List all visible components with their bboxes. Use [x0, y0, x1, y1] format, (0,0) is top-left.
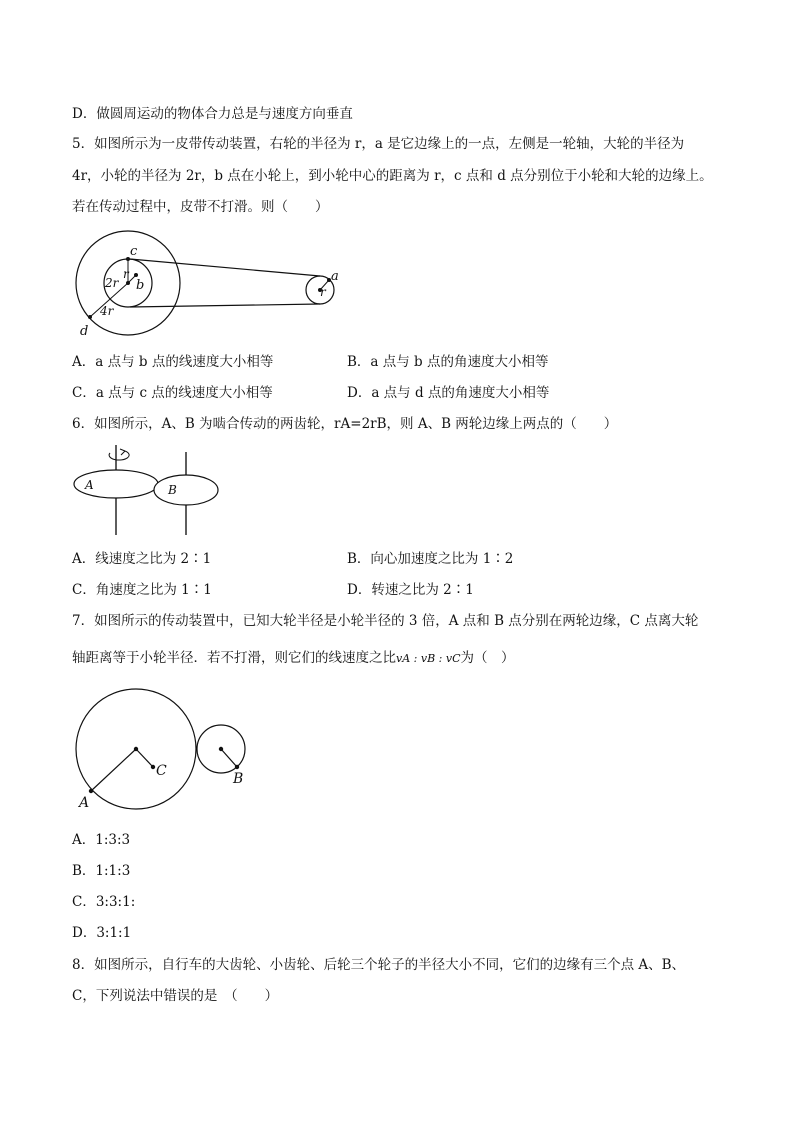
q5-option-c[interactable]: C．a 点与 c 点的线速度大小相等 — [72, 385, 273, 401]
q7-stem-prefix: 轴距离等于小轮半径．若不打滑，则它们的线速度之比 — [72, 650, 396, 666]
q7-ratio-expr: vA : vB : vC — [396, 652, 461, 665]
belt-bottom — [130, 304, 320, 307]
q7-option-c[interactable]: C．3:3:1: — [72, 894, 136, 910]
q5-stem-line1: 5．如图所示为一皮带传动装置，右轮的半径为 r，a 是它边缘上的一点，左侧是一轮轴，大轮的半径为 — [72, 136, 685, 152]
label-r-right: r — [320, 285, 326, 299]
label-b: b — [136, 278, 145, 293]
q5-belt-diagram — [70, 225, 350, 345]
label-c: c — [130, 244, 138, 259]
label-2r: 2r — [105, 276, 119, 290]
center-left — [126, 281, 130, 285]
q7-option-d[interactable]: D．3:1:1 — [72, 925, 132, 941]
q7-stem-suffix: 为（ ） — [460, 650, 515, 666]
q6-gear-diagram — [70, 440, 230, 540]
point-b — [134, 273, 138, 277]
q6-stem: 6．如图所示，A、B 为啮合传动的两齿轮，rA=2rB，则 A、B 两轮边缘上两点的（ ） — [72, 416, 618, 432]
label-a: A — [79, 795, 90, 811]
radius-to-c — [136, 749, 153, 767]
label-r-inner: r — [123, 267, 129, 281]
point-b — [235, 765, 239, 769]
radius-to-b — [221, 749, 237, 767]
label-c: C — [156, 763, 167, 779]
rotation-arrow-icon — [109, 451, 129, 460]
q6-option-a[interactable]: A．线速度之比为 2∶1 — [72, 551, 212, 567]
q5-option-a[interactable]: A．a 点与 b 点的线速度大小相等 — [72, 354, 274, 370]
q6-option-d[interactable]: D．转速之比为 2∶1 — [347, 582, 474, 598]
point-a — [89, 789, 93, 793]
radius-to-a — [91, 749, 136, 791]
q7-option-a[interactable]: A．1:3:3 — [72, 832, 131, 848]
label-a: a — [331, 269, 339, 284]
label-gear-b: B — [168, 483, 177, 497]
q7-option-b[interactable]: B．1:1:3 — [72, 863, 131, 879]
gear-b — [154, 475, 218, 505]
q8-stem-line1: 8．如图所示，自行车的大齿轮、小齿轮、后轮三个轮子的半径大小不同，它们的边缘有三个点 A、B、 — [72, 957, 686, 973]
q5-option-b[interactable]: B．a 点与 b 点的角速度大小相等 — [347, 354, 549, 370]
q5-stem-line3: 若在传动过程中，皮带不打滑。则（ ） — [72, 199, 329, 215]
q6-option-c[interactable]: C．角速度之比为 1∶1 — [72, 582, 212, 598]
q5-option-d[interactable]: D．a 点与 d 点的角速度大小相等 — [347, 385, 550, 401]
center-big — [134, 747, 138, 751]
label-d: d — [80, 324, 89, 339]
q4-option-d: D．做圆周运动的物体合力总是与速度方向垂直 — [72, 106, 353, 122]
q7-transmission-diagram — [70, 685, 260, 815]
point-d — [88, 315, 92, 319]
q7-stem-line2 — [72, 648, 515, 669]
q7-stem-line1: 7．如图所示的传动装置中，已知大轮半径是小轮半径的 3 倍，A 点和 B 点分别在两轮边缘，C 点离大轮 — [72, 613, 699, 629]
point-c — [151, 765, 155, 769]
label-gear-a: A — [85, 478, 94, 492]
label-b: B — [233, 771, 244, 787]
label-4r: 4r — [100, 304, 114, 318]
center-small — [219, 747, 223, 751]
belt-top — [130, 259, 320, 276]
q6-option-b[interactable]: B．向心加速度之比为 1∶2 — [347, 551, 514, 567]
q8-stem-line2: C，下列说法中错误的是 （ ） — [72, 988, 279, 1004]
q5-stem-line2: 4r，小轮的半径为 2r，b 点在小轮上，到小轮中心的距离为 r，c 点和 d 点分别位于小轮和大轮的边缘上。 — [72, 168, 713, 184]
